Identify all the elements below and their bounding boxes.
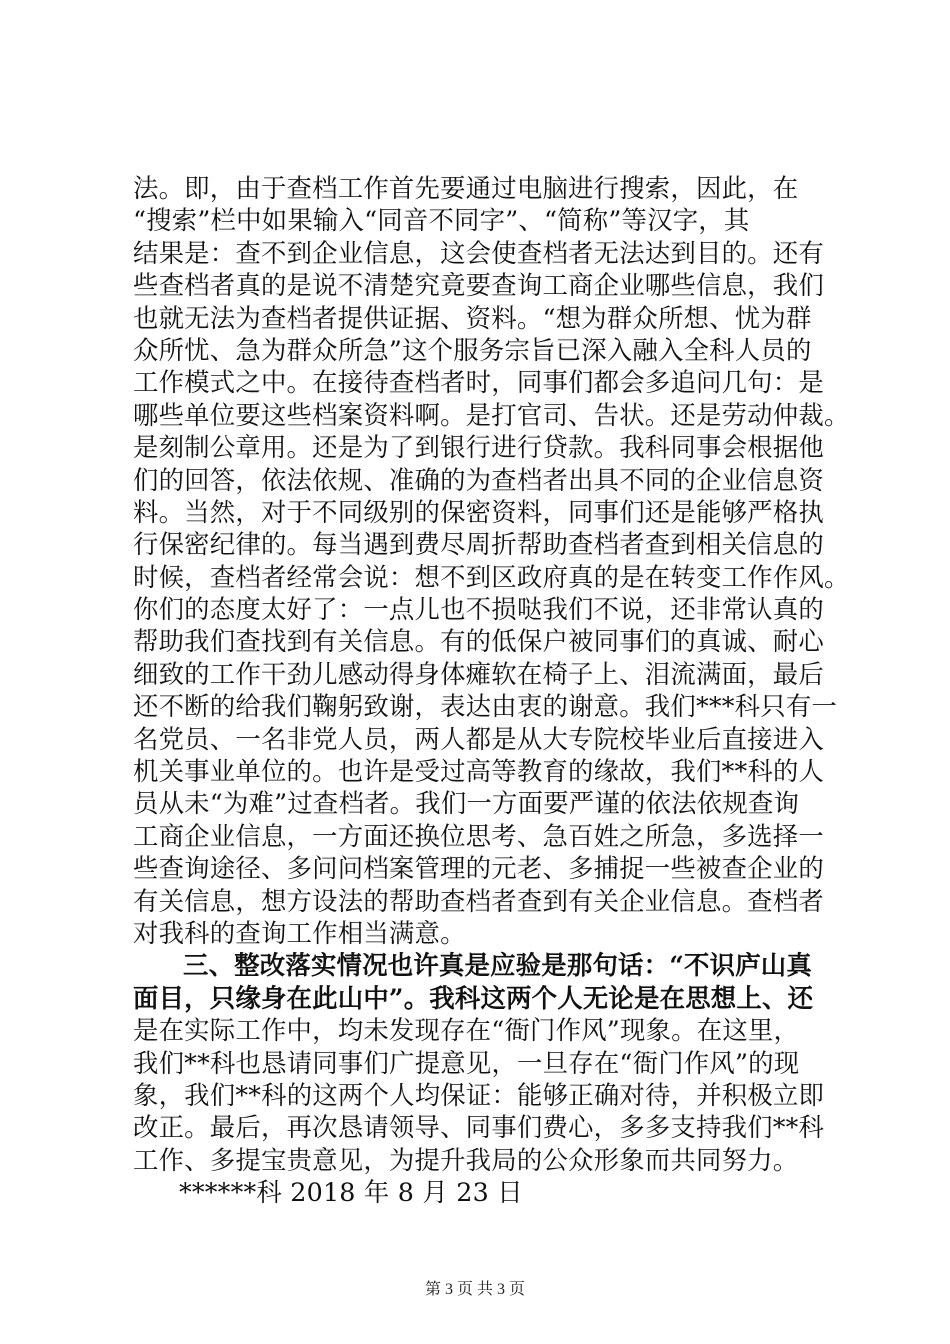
section-heading-line	[133, 949, 833, 981]
paragraph-line: 名党员、一名非党人员，两人都是从大专院校毕业后直接进入	[133, 723, 824, 754]
paragraph-line: 众所忧、急为群众所急”这个服务宗旨已深入融入全科人员的	[133, 334, 812, 365]
page-footer	[0, 1276, 950, 1299]
signature: ******科 2018 年 8 月 23 日	[179, 1177, 523, 1208]
paragraph-line: 面目，只缘身在此山中”。我科这两个人无论是在思想上、还	[133, 982, 814, 1013]
paragraph-line: 料。当然，对于不同级别的保密资料，同事们还是能够严格执	[133, 496, 824, 527]
section-heading: 三、整改落实情况	[183, 950, 388, 981]
paragraph-line: 帮助我们查找到有关信息。有的低保户被同事们的真诚、耐心	[133, 626, 824, 657]
paragraph-line: 有关信息，想方设法的帮助查档者查到有关企业信息。查档者	[133, 885, 824, 916]
paragraph-line: 改正。最后，再次恳请领导、同事们费心，多多支持我们**科	[133, 1112, 825, 1143]
paragraph-line: “搜索”栏中如果输入“同音不同字”、“简称”等汉字，其	[133, 205, 750, 236]
paragraph-line: 象，我们**科的这两个人均保证：能够正确对待，并积极立即	[133, 1079, 825, 1110]
paragraph-line: 细致的工作干劲儿感动得身体瘫软在椅子上、泪流满面，最后	[133, 658, 824, 689]
paragraph-line: 你们的态度太好了：一点儿也不损哒我们不说，还非常认真的	[133, 594, 824, 625]
page-number: 第 3 页 共 3 页	[424, 1281, 525, 1298]
paragraph-line: 我们**科也恳请同事们广提意见，一旦存在“衙门作风”的现	[133, 1047, 800, 1078]
paragraph-line: 些查档者真的是说不清楚究竟要查询工商企业哪些信息，我们	[133, 270, 824, 301]
section-heading-rest: 也许真是应验是那句话：“不识庐山真	[387, 950, 812, 981]
paragraph-line: 员从未“为难”过查档者。我们一方面要严谨的依法依规查询	[133, 788, 800, 819]
paragraph-line: 哪些单位要这些档案资料啊。是打官司、告状。还是劳动仲裁。	[133, 399, 850, 430]
paragraph-line: 机关事业单位的。也许是受过高等教育的缘故，我们**科的人	[133, 756, 825, 787]
paragraph-line: 是在实际工作中，均未发现存在“衙门作风”现象。在这里，	[133, 1015, 800, 1046]
paragraph-line: 们的回答，依法依规、准确的为查档者出具不同的企业信息资	[133, 464, 824, 495]
paragraph-line: 还不断的给我们鞠躬致谢，表达由衷的谢意。我们***科只有一	[133, 691, 838, 722]
paragraph-line: 结果是：查不到企业信息，这会使查档者无法达到目的。还有	[133, 237, 824, 268]
paragraph-line: 工作模式之中。在接待查档者时，同事们都会多追问几句：是	[133, 367, 824, 398]
paragraph-line: 行保密纪律的。每当遇到费尽周折帮助查档者查到相关信息的	[133, 529, 824, 560]
paragraph-line: 法。即，由于查档工作首先要通过电脑进行搜索，因此，在	[133, 173, 799, 203]
signature-line	[133, 1176, 833, 1208]
paragraph-line: 是刻制公章用。还是为了到银行进行贷款。我科同事会根据他	[133, 432, 824, 463]
paragraph-line: 些查询途径、多问问档案管理的元老、多捕捉一些被查企业的	[133, 853, 824, 884]
body-text	[133, 172, 850, 1209]
paragraph-line: 也就无法为查档者提供证据、资料。“想为群众所想、忧为群	[133, 302, 812, 333]
paragraph-line: 对我科的查询工作相当满意。	[133, 917, 466, 948]
paragraph-line: 时候，查档者经常会说：想不到区政府真的是在转变工作作风。	[133, 561, 850, 592]
paragraph-line: 工商企业信息，一方面还换位思考、急百姓之所急，多选择一	[133, 820, 824, 851]
paragraph-line: 工作、多提宝贵意见，为提升我局的公众形象而共同努力。	[133, 1144, 799, 1175]
